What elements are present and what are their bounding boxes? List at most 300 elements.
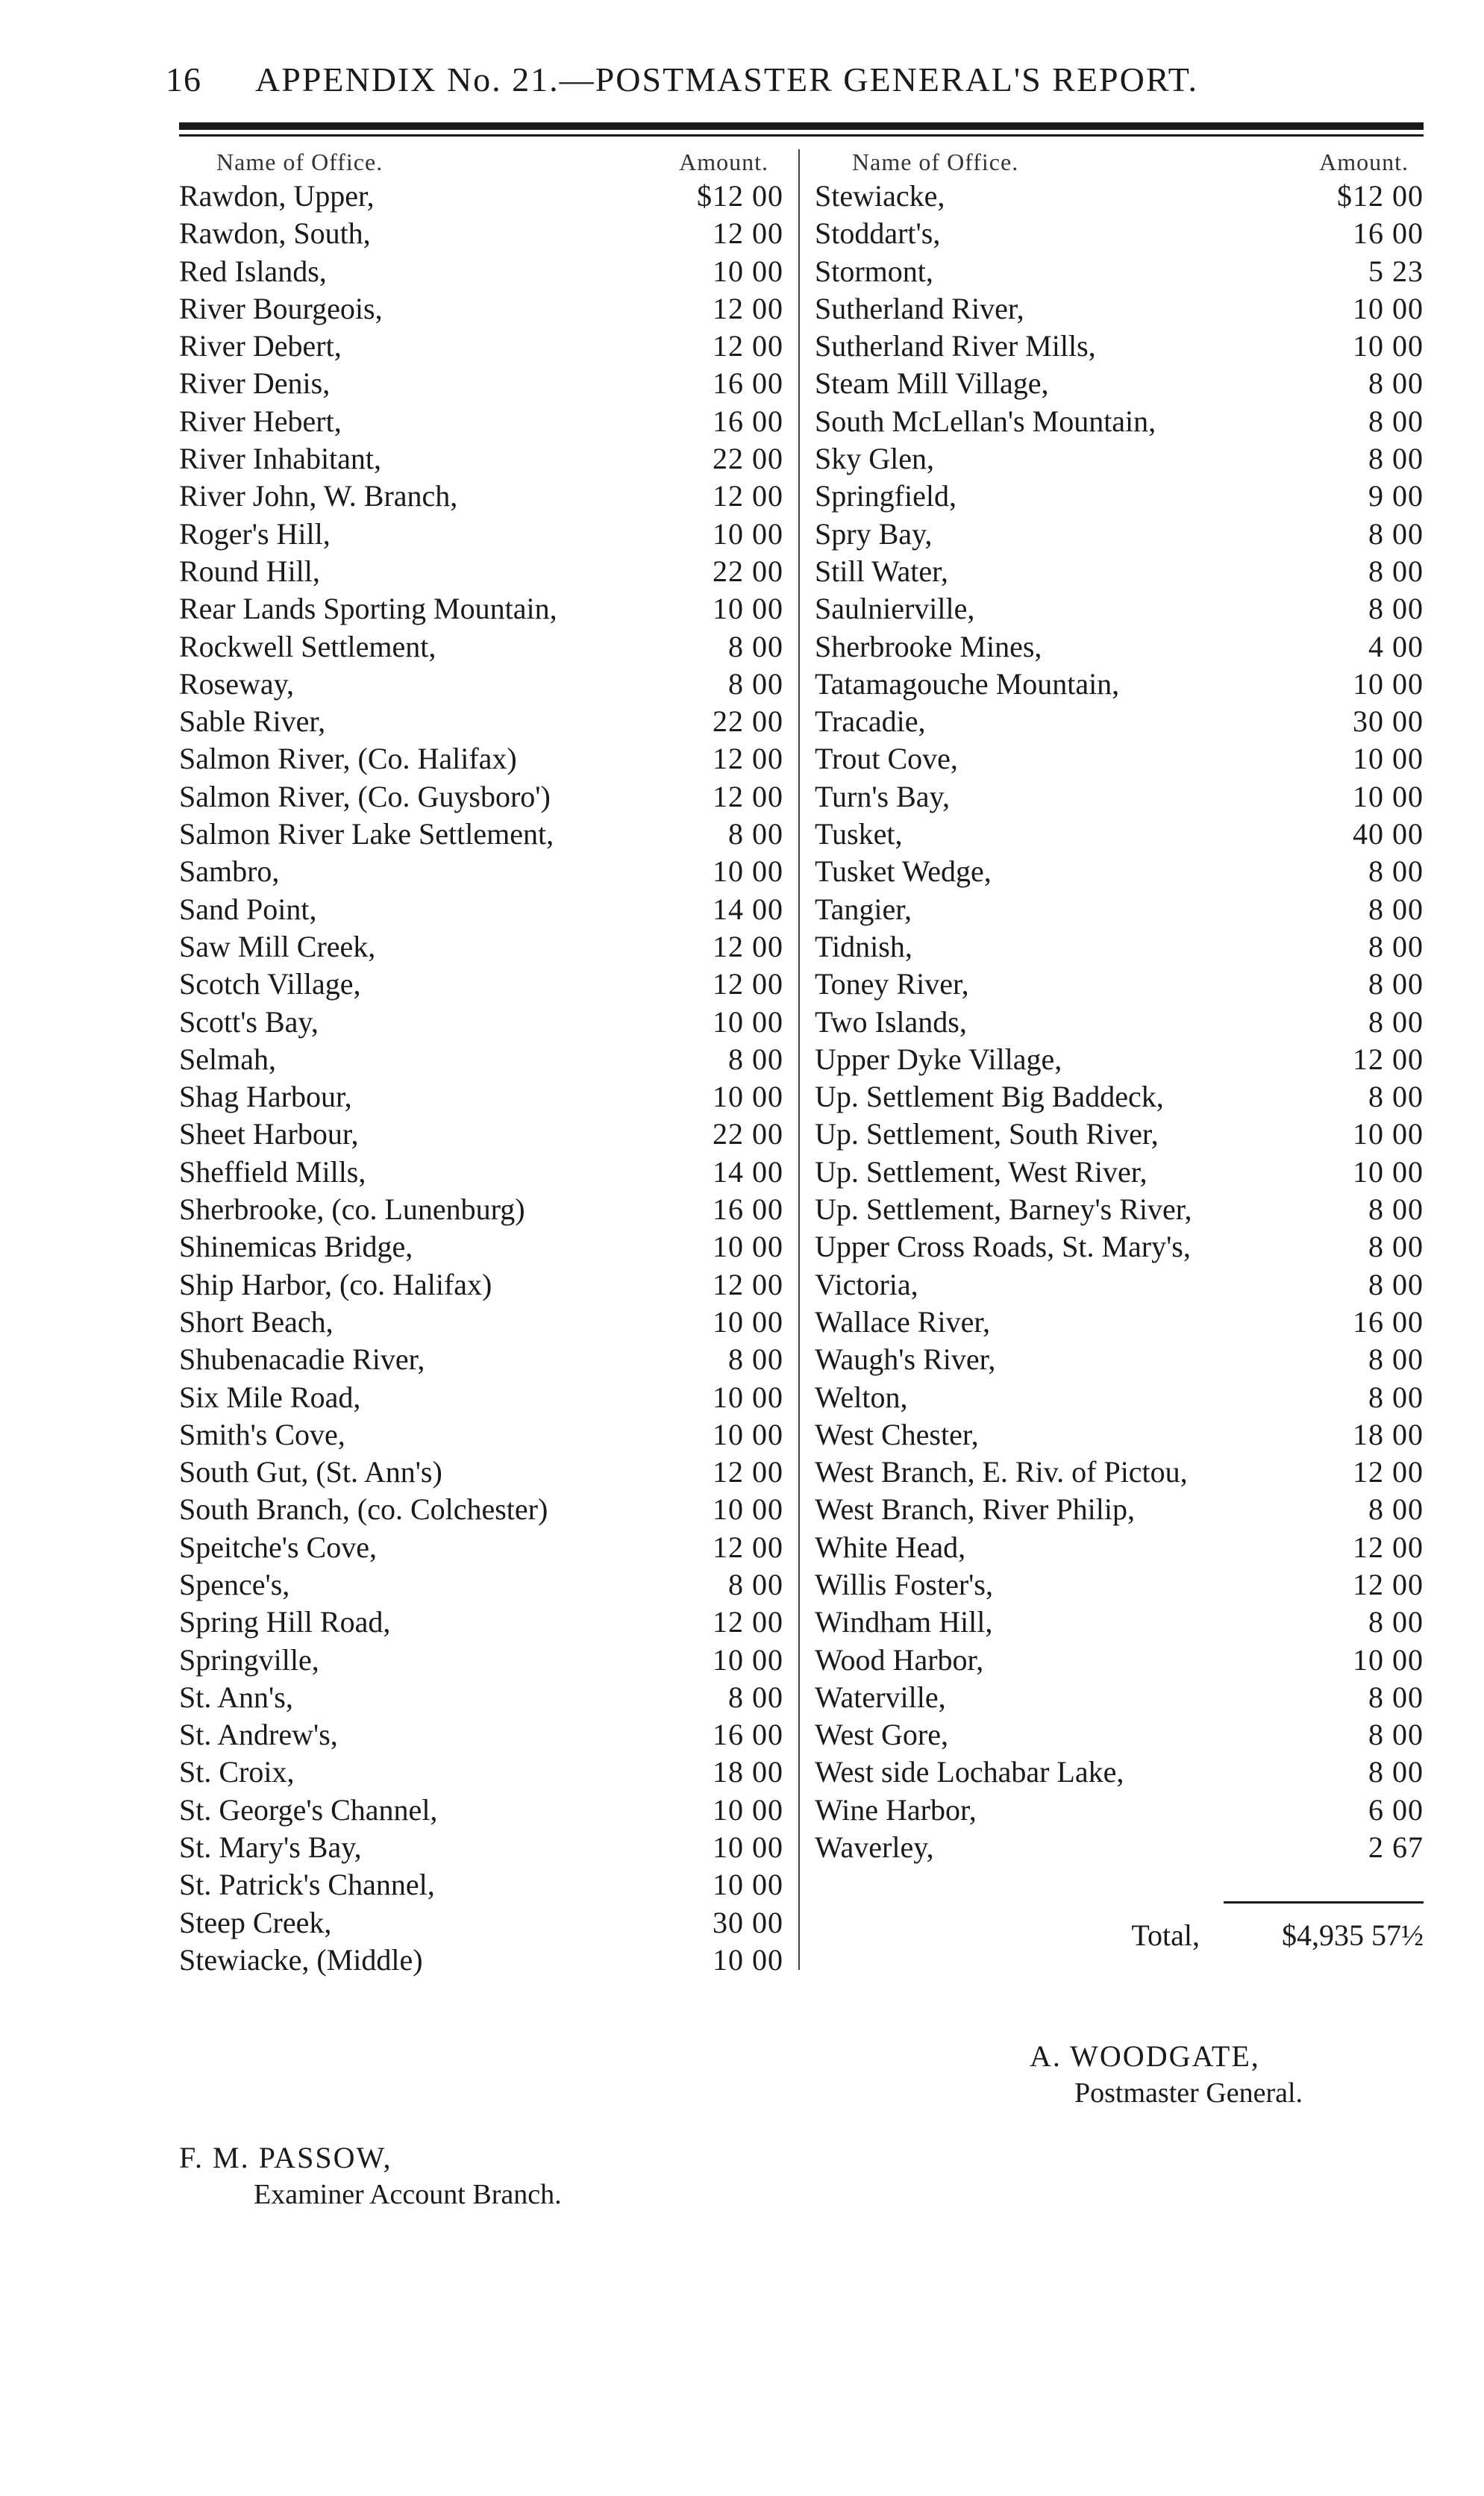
list-item [815,666,1424,703]
office-name: St. Ann's, [179,1680,293,1714]
list-item [815,1416,1424,1454]
office-amount: 10 00 [713,1380,783,1414]
list-item [179,1904,783,1942]
office-name: Shinemicas Bridge, [179,1230,413,1264]
office-amount: 12 00 [713,291,783,325]
list-item [815,290,1424,328]
left-column [179,146,783,1979]
office-name: Welton, [815,1380,908,1414]
list-item [815,1341,1424,1378]
office-name: South McLellan's Mountain, [815,404,1156,438]
office-amount: 22 00 [713,1117,783,1151]
office-amount: 10 00 [713,1230,783,1264]
office-name: Toney River, [815,967,969,1001]
office-name: Sherbrooke Mines, [815,629,1042,663]
office-name: Rear Lands Sporting Mountain, [179,592,557,626]
office-name: Sutherland River Mills, [815,329,1096,363]
office-name: Tangier, [815,892,912,926]
list-item [179,403,783,440]
office-amount: 8 00 [1368,1267,1424,1301]
office-name: Tatamagouche Mountain, [815,666,1120,701]
office-amount: 22 00 [713,554,783,588]
office-amount: 8 00 [1368,1230,1424,1264]
office-amount: 10 00 [713,1642,783,1677]
total-amount: $4,935 57½ [1282,1918,1424,1952]
signature-postmaster [1015,2039,1433,2109]
list-item [815,966,1424,1003]
office-name: Tracadie, [815,704,926,739]
office-amount: 10 00 [1353,779,1424,813]
office-amount: 10 00 [713,1830,783,1865]
office-amount: 8 00 [1368,516,1424,551]
office-name: Up. Settlement Big Baddeck, [815,1080,1164,1114]
office-amount: 4 00 [1368,629,1424,663]
office-amount: 10 00 [713,1792,783,1827]
office-name: Sutherland River, [815,291,1024,325]
office-name: Wallace River, [815,1304,991,1339]
list-item [815,1228,1424,1266]
office-amount: 8 00 [1368,1680,1424,1714]
list-item [815,516,1424,553]
list-item [179,1529,783,1566]
amount-heading: Amount. [1319,148,1409,175]
office-name: Round Hill, [179,554,320,588]
list-item [815,891,1424,928]
office-name: Willis Foster's, [815,1567,993,1601]
list-item [815,740,1424,778]
office-amount: 10 00 [713,1492,783,1527]
office-name: Sheffield Mills, [179,1154,366,1189]
page-header [166,60,1419,112]
office-name: Spring Hill Road, [179,1605,391,1639]
list-item [815,1379,1424,1416]
total-label: Total, [1131,1918,1200,1952]
list-item [179,1866,783,1904]
office-name: Spry Bay, [815,516,933,551]
list-item [179,1228,783,1266]
office-name: Ship Harbor, (co. Halifax) [179,1267,492,1301]
left-column-header [179,146,783,178]
office-name: Up. Settlement, South River, [815,1117,1159,1151]
page-title: APPENDIX No. 21.—POSTMASTER GENERAL'S REPORT. [255,60,1198,98]
name-heading: Name of Office. [852,148,1019,175]
office-amount: 12 00 [713,1267,783,1301]
list-item [815,215,1424,252]
list-item [815,1754,1424,1791]
office-amount: 8 00 [1368,967,1424,1001]
list-item [815,1191,1424,1228]
office-amount: 10 00 [1353,329,1424,363]
office-name: Tidnish, [815,929,912,963]
office-name: River John, W. Branch, [179,479,458,513]
office-name: Shag Harbour, [179,1080,352,1114]
office-amount: 8 00 [1368,929,1424,963]
office-name: River Denis, [179,366,331,401]
office-amount: 8 00 [728,1342,783,1377]
office-name: Tusket, [815,817,903,851]
office-amount: 8 00 [1368,1605,1424,1639]
office-name: Wood Harbor, [815,1642,984,1677]
office-amount: 12 00 [713,479,783,513]
office-name: Springfield, [815,479,957,513]
office-amount: 8 00 [1368,404,1424,438]
office-name: St. Croix, [179,1755,295,1789]
list-item [179,1116,783,1153]
office-name: Turn's Bay, [815,779,950,813]
list-item [815,478,1424,515]
office-name: Windham Hill, [815,1605,993,1639]
office-name: White Head, [815,1530,966,1564]
office-name: Saw Mill Creek, [179,929,376,963]
list-item [179,178,783,215]
office-name: Tusket Wedge, [815,854,992,889]
office-amount: 14 00 [713,892,783,926]
list-item [179,1679,783,1716]
list-item [815,816,1424,853]
office-name: West Branch, E. Riv. of Pictou, [815,1455,1188,1489]
list-item [815,1491,1424,1528]
office-amount: 8 00 [1368,1492,1424,1527]
list-item [815,1604,1424,1641]
list-item [179,666,783,703]
office-name: River Debert, [179,329,342,363]
office-amount: 8 00 [1368,1342,1424,1377]
list-item [179,1716,783,1754]
office-name: St. Mary's Bay, [179,1830,362,1865]
office-amount: 16 00 [1353,1304,1424,1339]
office-name: Steep Creek, [179,1905,332,1939]
list-item [179,1379,783,1416]
office-name: Roger's Hill, [179,516,331,551]
list-item [815,778,1424,816]
office-name: Salmon River, (Co. Guysboro') [179,779,551,813]
list-item [179,1942,783,1979]
office-amount: 10 00 [1353,291,1424,325]
office-amount: 12 00 [1353,1567,1424,1601]
office-amount: 12 00 [713,742,783,776]
office-amount: 10 00 [1353,1117,1424,1151]
list-item [179,1304,783,1341]
office-amount: 16 00 [713,1192,783,1227]
office-amount: 10 00 [713,254,783,288]
list-item [179,1642,783,1679]
list-item [815,328,1424,365]
list-item [179,1004,783,1041]
list-item [815,1004,1424,1041]
office-amount: 10 00 [1353,666,1424,701]
office-amount: 30 00 [713,1905,783,1939]
office-name: Saulnierville, [815,592,975,626]
signature-title: Examiner Account Branch. [254,2179,562,2210]
list-item [179,478,783,515]
list-item [815,178,1424,215]
office-amount: 12 00 [713,779,783,813]
signature-name: F. M. PASSOW, [179,2141,392,2174]
office-amount: $12 00 [697,179,783,213]
office-name: Sheet Harbour, [179,1117,359,1151]
office-amount: 8 00 [1368,1755,1424,1789]
office-name: Up. Settlement, West River, [815,1154,1148,1189]
list-item [179,328,783,365]
list-item [179,253,783,290]
office-amount: 10 00 [713,1004,783,1039]
office-name: Waverley, [815,1830,934,1865]
list-item [179,703,783,740]
list-item [179,1792,783,1829]
office-name: Sand Point, [179,892,317,926]
office-name: Smith's Cove, [179,1417,345,1451]
list-item [815,590,1424,628]
office-amount: 8 00 [1368,442,1424,476]
list-item [815,853,1424,890]
office-amount: 10 00 [713,1304,783,1339]
office-name: South Gut, (St. Ann's) [179,1455,442,1489]
total-rule [1224,1901,1424,1904]
office-name: Roseway, [179,666,295,701]
office-name: Two Islands, [815,1004,967,1039]
list-item [179,590,783,628]
list-item [815,440,1424,478]
office-amount: 12 00 [713,1605,783,1639]
list-item [815,1266,1424,1304]
office-name: River Hebert, [179,404,342,438]
office-name: Red Islands, [179,254,327,288]
total-row [815,1918,1424,1957]
office-name: Sambro, [179,854,280,889]
list-item [815,253,1424,290]
name-heading: Name of Office. [216,148,383,175]
list-item [179,1154,783,1191]
office-amount: 10 00 [713,516,783,551]
list-item [815,1041,1424,1078]
office-name: Still Water, [815,554,948,588]
header-rule-thin [179,134,1424,137]
office-amount: 12 00 [713,929,783,963]
office-amount: 22 00 [713,704,783,739]
list-item [179,1266,783,1304]
office-amount: 10 00 [1353,1642,1424,1677]
office-name: St. George's Channel, [179,1792,438,1827]
right-column-header [815,146,1424,178]
office-amount: 8 00 [1368,1718,1424,1752]
office-amount: 10 00 [1353,742,1424,776]
list-item [815,703,1424,740]
office-name: St. Andrew's, [179,1718,338,1752]
office-amount: 40 00 [1353,817,1424,851]
list-item [179,1829,783,1866]
office-name: Six Mile Road, [179,1380,361,1414]
office-amount: 16 00 [1353,216,1424,251]
office-name: Stoddart's, [815,216,941,251]
office-name: Upper Dyke Village, [815,1042,1062,1076]
office-name: Sherbrooke, (co. Lunenburg) [179,1192,525,1227]
office-amount: 8 00 [728,629,783,663]
office-amount: 12 00 [1353,1042,1424,1076]
office-name: Sable River, [179,704,326,739]
column-divider [798,149,800,1970]
list-item [179,778,783,816]
header-rule-thick [179,122,1424,130]
office-name: Rawdon, Upper, [179,179,375,213]
office-amount: 12 00 [1353,1530,1424,1564]
list-item [179,1604,783,1641]
office-amount: 18 00 [713,1755,783,1789]
list-item [815,403,1424,440]
office-amount: 8 00 [1368,1192,1424,1227]
office-name: Stormont, [815,254,933,288]
office-amount: 9 00 [1368,479,1424,513]
list-item [179,1041,783,1078]
right-entry-list [815,178,1424,1866]
office-amount: 8 00 [728,817,783,851]
office-amount: 12 00 [713,329,783,363]
office-amount: 10 00 [713,1417,783,1451]
office-amount: 8 00 [1368,1380,1424,1414]
list-item [815,628,1424,666]
list-item [815,928,1424,966]
list-item [815,1566,1424,1604]
list-item [815,1716,1424,1754]
office-name: Speitche's Cove, [179,1530,377,1564]
list-item [815,1304,1424,1341]
office-amount: 2 67 [1368,1830,1424,1865]
list-item [815,1154,1424,1191]
list-item [179,1754,783,1791]
list-item [179,365,783,402]
office-amount: 8 00 [1368,592,1424,626]
list-item [179,290,783,328]
office-name: Upper Cross Roads, St. Mary's, [815,1230,1191,1264]
office-amount: 8 00 [1368,892,1424,926]
list-item [179,1454,783,1491]
office-amount: 8 00 [1368,1004,1424,1039]
list-item [815,553,1424,590]
amount-heading: Amount. [679,148,768,175]
list-item [179,853,783,890]
office-amount: 8 00 [728,1567,783,1601]
office-amount: 16 00 [713,1718,783,1752]
office-amount: 8 00 [1368,854,1424,889]
office-amount: 12 00 [713,1455,783,1489]
office-amount: 8 00 [728,1042,783,1076]
office-name: West Gore, [815,1718,948,1752]
signature-examiner [179,2140,776,2211]
office-name: Scotch Village, [179,967,361,1001]
list-item [179,215,783,252]
office-amount: 10 00 [713,592,783,626]
office-name: South Branch, (co. Colchester) [179,1492,548,1527]
list-item [815,1529,1424,1566]
office-amount: 30 00 [1353,704,1424,739]
office-name: Stewiacke, [815,179,945,213]
office-amount: $12 00 [1337,179,1424,213]
signature-title: Postmaster General. [1074,2077,1303,2109]
list-item [179,1566,783,1604]
office-amount: 16 00 [713,366,783,401]
left-entry-list [179,178,783,1979]
list-item [179,1191,783,1228]
office-name: Salmon River, (Co. Halifax) [179,742,517,776]
office-amount: 8 00 [728,666,783,701]
list-item [179,816,783,853]
list-item [815,1454,1424,1491]
office-name: Salmon River Lake Settlement, [179,817,554,851]
office-amount: 12 00 [1353,1455,1424,1489]
office-name: River Bourgeois, [179,291,383,325]
list-item [179,1491,783,1528]
office-name: Waterville, [815,1680,946,1714]
office-name: West side Lochabar Lake, [815,1755,1124,1789]
office-name: Stewiacke, (Middle) [179,1942,423,1977]
office-name: Rawdon, South, [179,216,371,251]
office-name: Steam Mill Village, [815,366,1049,401]
signature-name: A. WOODGATE, [1030,2039,1260,2073]
office-amount: 12 00 [713,216,783,251]
list-item [815,1679,1424,1716]
list-item [815,1642,1424,1679]
office-amount: 10 00 [713,1868,783,1902]
list-item [179,1078,783,1116]
office-amount: 10 00 [713,1942,783,1977]
list-item [179,740,783,778]
list-item [179,966,783,1003]
office-amount: 8 00 [1368,1080,1424,1114]
office-amount: 10 00 [713,1080,783,1114]
office-amount: 10 00 [1353,1154,1424,1189]
office-amount: 5 23 [1368,254,1424,288]
list-item [179,440,783,478]
office-name: West Branch, River Philip, [815,1492,1135,1527]
office-amount: 14 00 [713,1154,783,1189]
office-name: St. Patrick's Channel, [179,1868,435,1902]
office-name: Spence's, [179,1567,290,1601]
office-name: West Chester, [815,1417,979,1451]
office-name: River Inhabitant, [179,442,382,476]
office-name: Selmah, [179,1042,276,1076]
list-item [179,1341,783,1378]
list-item [815,1078,1424,1116]
office-amount: 22 00 [713,442,783,476]
office-amount: 6 00 [1368,1792,1424,1827]
office-amount: 8 00 [728,1680,783,1714]
office-amount: 12 00 [713,1530,783,1564]
office-name: Sky Glen, [815,442,934,476]
office-name: Springville, [179,1642,319,1677]
right-column [815,146,1424,1866]
list-item [815,1116,1424,1153]
list-item [179,891,783,928]
office-amount: 12 00 [713,967,783,1001]
office-name: Victoria, [815,1267,918,1301]
office-amount: 10 00 [713,854,783,889]
office-name: Shubenacadie River, [179,1342,425,1377]
office-name: Short Beach, [179,1304,334,1339]
list-item [179,928,783,966]
list-item [179,1416,783,1454]
office-name: Rockwell Settlement, [179,629,436,663]
list-item [815,365,1424,402]
office-amount: 8 00 [1368,554,1424,588]
office-name: Waugh's River, [815,1342,996,1377]
office-name: Trout Cove, [815,742,958,776]
office-name: Scott's Bay, [179,1004,319,1039]
office-amount: 16 00 [713,404,783,438]
list-item [179,553,783,590]
list-item [815,1829,1424,1866]
list-item [815,1792,1424,1829]
office-name: Wine Harbor, [815,1792,977,1827]
page-number: 16 [166,60,201,98]
